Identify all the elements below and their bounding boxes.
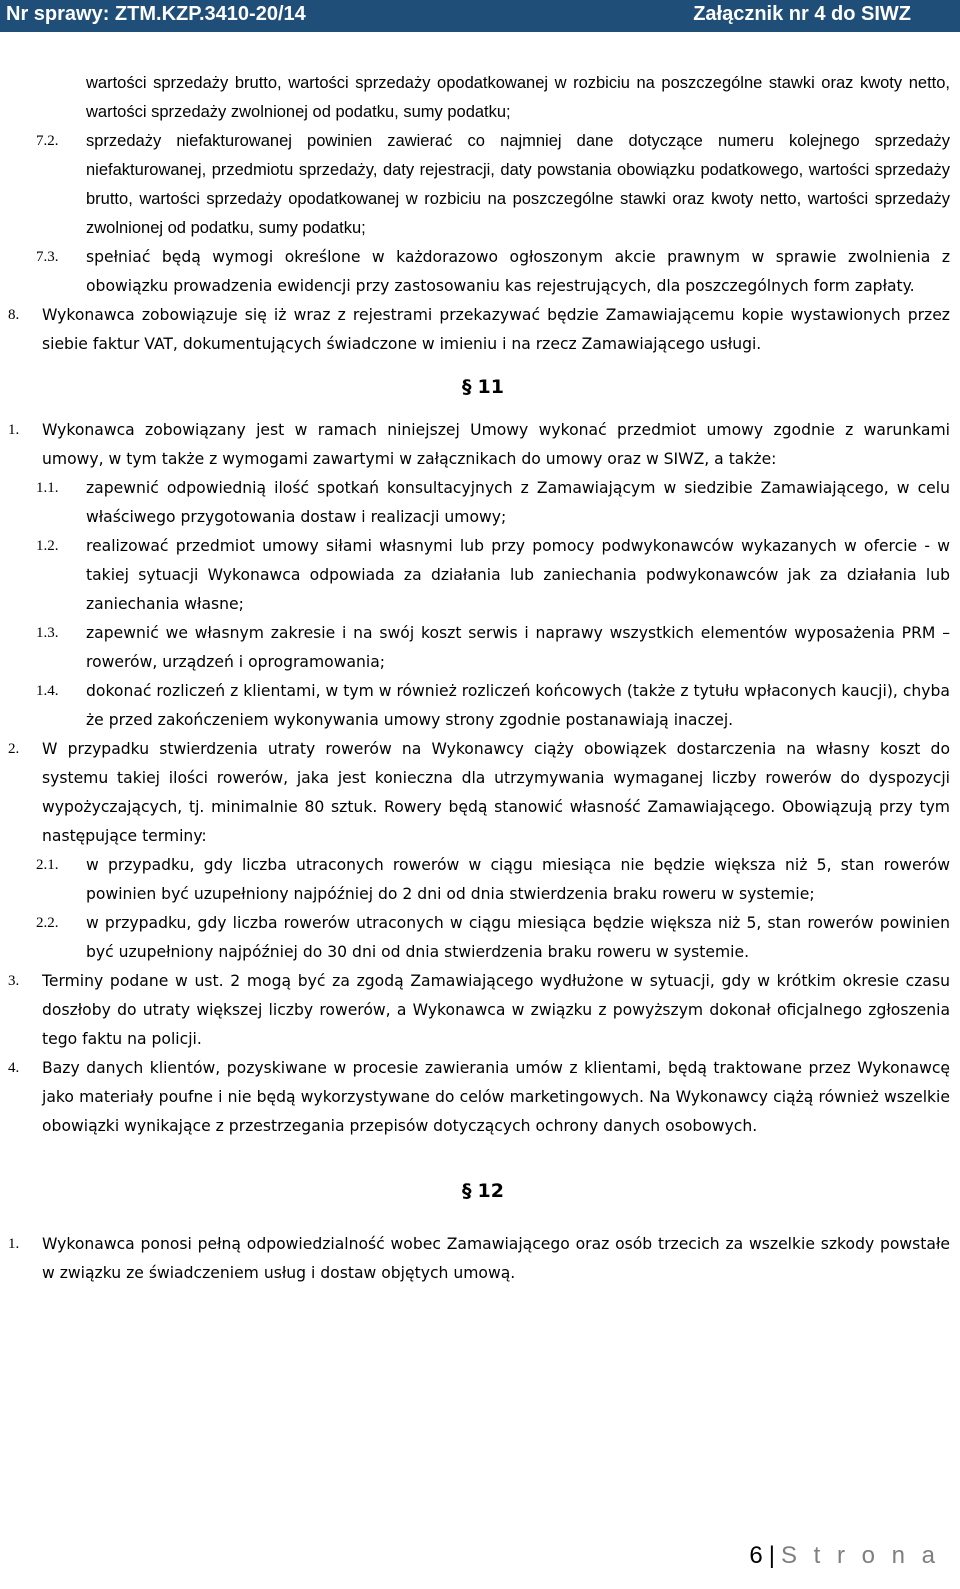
paragraph-7-2 xyxy=(36,127,950,243)
page-number: 6 xyxy=(749,1542,763,1569)
item-text: Wykonawca ponosi pełną odpowiedzialność wobec Zamawiającego oraz osób trzecich za wszelkie szkody powstałe w związku ze świadczeniem usług i dostaw objętych umową. xyxy=(42,1235,950,1282)
paragraph-7-3 xyxy=(36,243,950,301)
footer-separator: | xyxy=(768,1542,775,1569)
paragraph-8 xyxy=(8,301,950,359)
item-text: Bazy danych klientów, pozyskiwane w procesie zawierania umów z klientami, będą traktowane przez Wykonawcę jako materiały poufne i nie będą wykorzystywane do celów marketingowych. Na Wykonawcy ciążą również wszelkie obowiązki wynikające z przestrzegania przepisów dotyczących ochrony danych osobowych. xyxy=(42,1059,950,1135)
item-text: Terminy podane w ust. 2 mogą być za zgodą Zamawiającego wydłużone w sytuacji, gdy w krótkim okresie czasu doszłoby do utraty większej liczby rowerów, a Wykonawca w związku z powyższym dokonał oficjalnego zgłoszenia tego faktu na policji. xyxy=(42,972,950,1048)
item-number: 2.1. xyxy=(36,857,59,873)
item-number: 1.3. xyxy=(36,625,59,641)
item-number: 7.3. xyxy=(36,249,59,265)
item-number: 2.2. xyxy=(36,915,59,931)
document-body xyxy=(8,69,950,1288)
item-number: 1.1. xyxy=(36,480,59,496)
list-item xyxy=(36,677,950,735)
item-number: 4. xyxy=(8,1060,20,1076)
list-item xyxy=(8,735,950,851)
page-footer xyxy=(749,1542,940,1570)
item-number: 1.4. xyxy=(36,683,59,699)
item-text: W przypadku stwierdzenia utraty rowerów na Wykonawcy ciąży obowiązek dostarczenia na własny koszt do systemu takiej ilości rowerów, jaka jest konieczna dla utrzymywania wymaganej liczby rowerów do dyspozycji wypożyczających, tj. minimalnie 80 sztuk. Rowery będą stanowić własność Zamawiającego. Obowiązują przy tym następujące terminy: xyxy=(42,740,950,845)
item-number: 8. xyxy=(8,307,20,323)
section-sign: § xyxy=(462,1180,472,1202)
item-text: w przypadku, gdy liczba utraconych rowerów w ciągu miesiąca nie będzie większa niż 5, stan rowerów powinien być uzupełniony najpóźniej do 2 dni od dnia stwierdzenia braku roweru w systemie; xyxy=(86,856,950,903)
item-text: w przypadku, gdy liczba rowerów utraconych w ciągu miesiąca będzie większa niż 5, stan rowerów powinien być uzupełniony najpóźniej do 30 dni od dnia stwierdzenia braku roweru w systemie. xyxy=(86,914,950,961)
item-text: sprzedaży niefakturowanej powinien zawierać co najmniej dane dotyczące numeru kolejnego sprzedaży niefakturowanej, przedmiotu sprzedaży, daty rejestracji, daty powstania obowiązku podatkowego, wartości sprzedaży brutto, wartości sprzedaży opodatkowanej w rozbiciu na poszczególne stawki oraz kwoty netto, wartości sprzedaży zwolnionej od podatku, sumy podatku; xyxy=(86,132,950,237)
attachment-label: Załącznik nr 4 do SIWZ xyxy=(693,3,911,25)
section-number: 12 xyxy=(477,1180,504,1202)
page-label: S t r o n a xyxy=(780,1542,940,1569)
list-item xyxy=(36,909,950,967)
item-number: 1. xyxy=(8,1236,20,1252)
list-item xyxy=(36,532,950,619)
item-text: Wykonawca zobowiązany jest w ramach niniejszej Umowy wykonać przedmiot umowy zgodnie z warunkami umowy, w tym także z wymogami zawartymi w załącznikach do umowy oraz w SIWZ, a także: xyxy=(42,421,950,468)
item-number: 3. xyxy=(8,973,20,989)
list-item xyxy=(36,851,950,909)
list-item xyxy=(36,619,950,677)
item-text: zapewnić we własnym zakresie i na swój koszt serwis i naprawy wszystkich elementów wyposażenia PRM – rowerów, urządzeń i oprogramowania; xyxy=(86,624,950,671)
item-text: Wykonawca zobowiązuje się iż wraz z rejestrami przekazywać będzie Zamawiającemu kopie wystawionych przez siebie faktur VAT, dokumentujących świadczone w imieniu i na rzecz Zamawiającego usługi. xyxy=(42,306,950,353)
item-number: 1.2. xyxy=(36,538,59,554)
list-item xyxy=(36,474,950,532)
item-number: 1. xyxy=(8,422,20,438)
section-number: 11 xyxy=(477,376,504,398)
item-number: 7.2. xyxy=(36,133,59,149)
item-text: zapewnić odpowiednią ilość spotkań konsultacyjnych z Zamawiającym w siedzibie Zamawiającego, w celu właściwego przygotowania dostaw i realizacji umowy; xyxy=(86,479,950,526)
item-number: 2. xyxy=(8,741,20,757)
list-item xyxy=(8,967,950,1054)
case-number: Nr sprawy: ZTM.KZP.3410-20/14 xyxy=(6,3,306,25)
section-heading-11 xyxy=(16,373,950,402)
page-header xyxy=(0,0,960,32)
section-sign: § xyxy=(462,376,472,398)
section-heading-12 xyxy=(16,1177,950,1206)
paragraph-continuation: wartości sprzedaży brutto, wartości sprzedaży opodatkowanej w rozbiciu na poszczególne stawki oraz kwoty netto, wartości sprzedaży zwolnionej od podatku, sumy podatku; xyxy=(86,74,950,121)
list-item xyxy=(8,1054,950,1141)
item-text: spełniać będą wymogi określone w każdorazowo ogłoszonym akcie prawnym w sprawie zwolnienia z obowiązku prowadzenia ewidencji przy zastosowaniu kas rejestrujących, dla poszczególnych form zapłaty. xyxy=(86,248,950,295)
list-item xyxy=(8,1230,950,1288)
list-item xyxy=(8,416,950,474)
item-text: dokonać rozliczeń z klientami, w tym w również rozliczeń końcowych (także z tytułu wpłaconych kaucji), chyba że przed zakończeniem wykonywania umowy strony zgodnie postanawiają inaczej. xyxy=(86,682,950,729)
item-text: realizować przedmiot umowy siłami własnymi lub przy pomocy podwykonawców wykazanych w ofercie - w takiej sytuacji Wykonawca odpowiada za działania lub zaniechania podwykonawców jak za działania lub zaniechania własne; xyxy=(86,537,950,613)
